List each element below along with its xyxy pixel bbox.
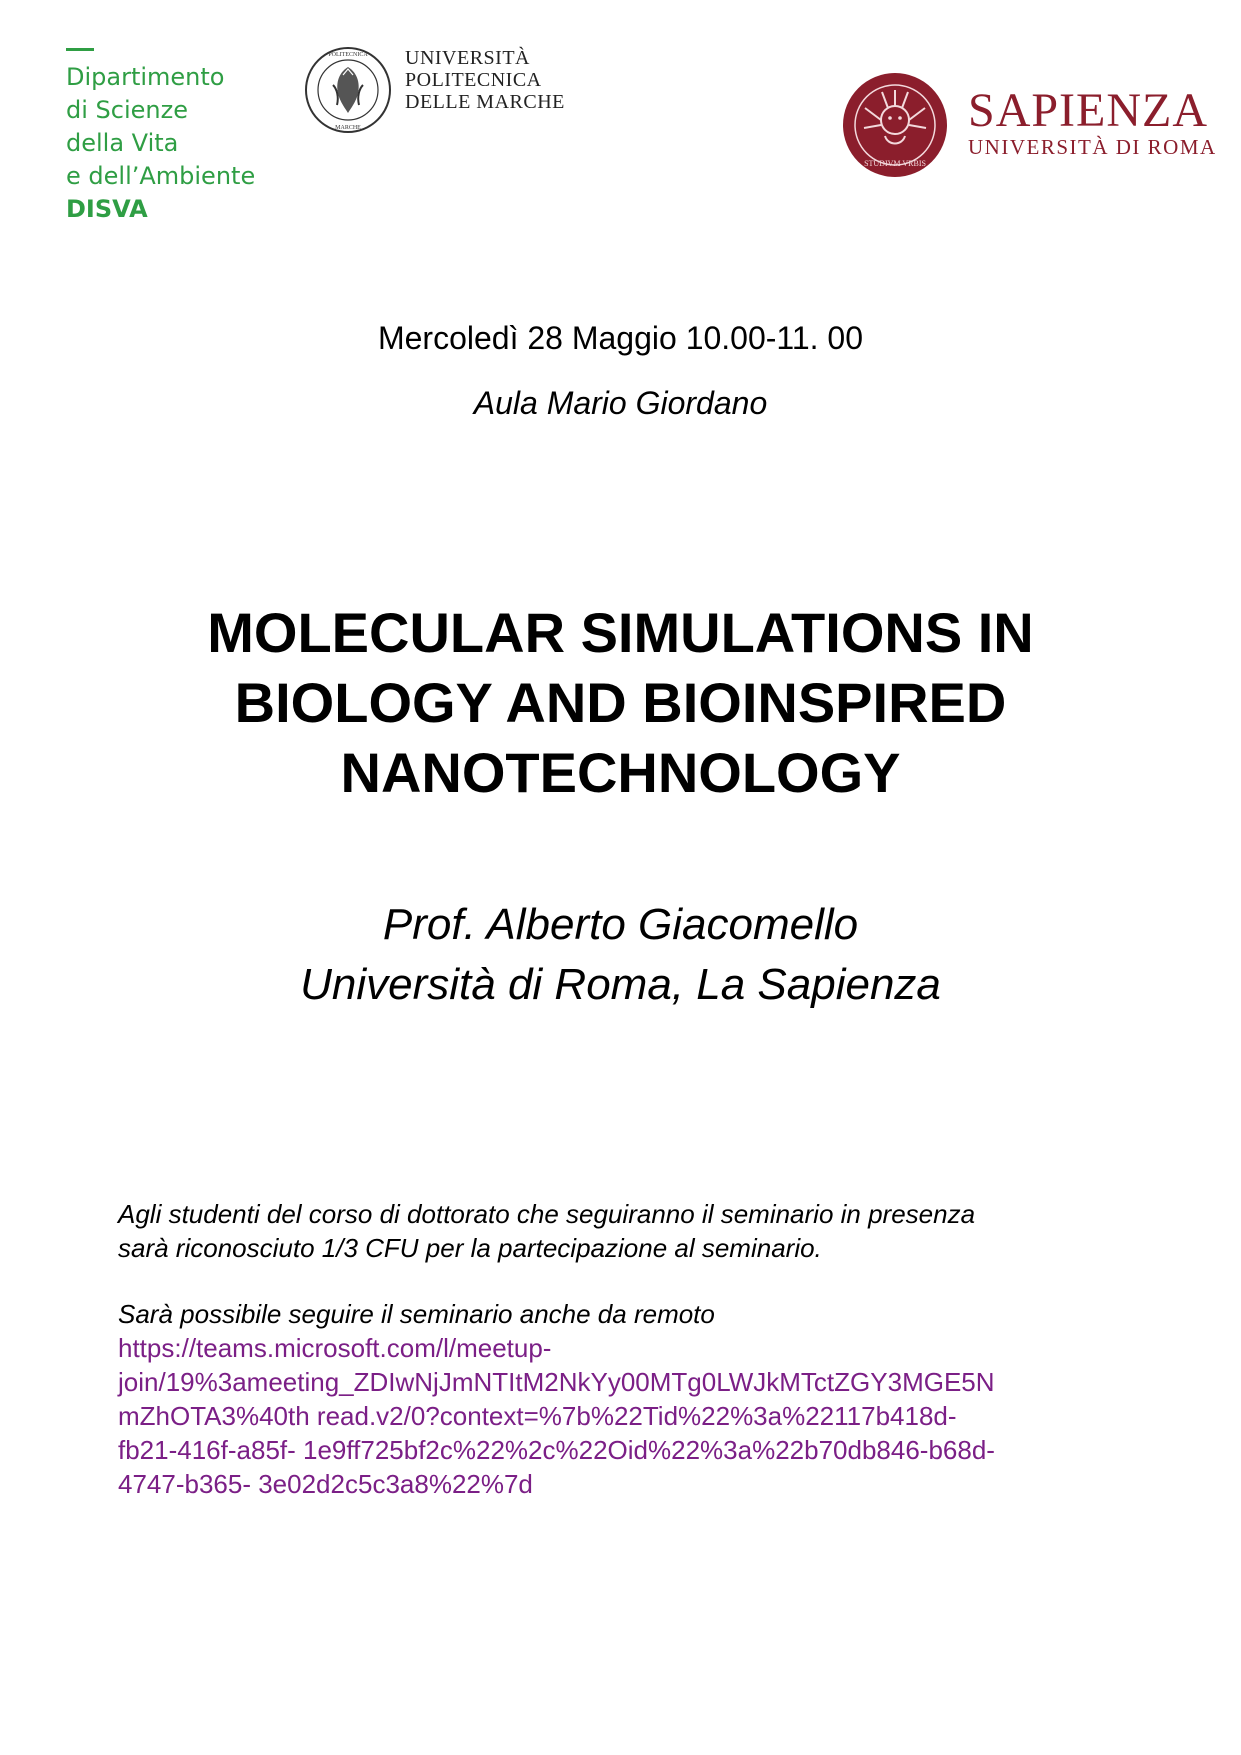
disva-line-2: di Scienze — [66, 96, 188, 124]
univpm-seal-icon — [303, 45, 393, 135]
teams-meeting-link[interactable] — [118, 1331, 1138, 1501]
speaker-affiliation: Università di Roma, La Sapienza — [300, 960, 941, 1009]
disva-line-3: della Vita — [66, 129, 179, 157]
credit-note-line-1: Agli studenti del corso di dottorato che seguiranno il seminario in presenza — [118, 1199, 976, 1229]
disva-logo-bar — [66, 48, 94, 51]
sapienza-seal-icon — [840, 70, 950, 180]
seminar-title-line-2: BIOLOGY AND BIOINSPIRED — [234, 671, 1007, 734]
univpm-line-2: POLITECNICA — [405, 69, 542, 91]
svg-text:MARCHE: MARCHE — [335, 125, 361, 131]
credit-note — [118, 1197, 1138, 1265]
link-line-2[interactable]: join/19%3ameeting_ZDIwNjJmNTItM2NkYy00MTg0LWJkMTctZGY3MGE5N — [118, 1367, 995, 1397]
univpm-line-1: UNIVERSITÀ — [405, 47, 530, 69]
event-room: Aula Mario Giordano — [473, 385, 768, 421]
sapienza-logo — [840, 65, 1217, 185]
sapienza-seal-text: STUDIVM VRBIS — [864, 159, 926, 168]
disva-logo — [66, 48, 306, 226]
univpm-logo — [303, 45, 583, 135]
link-line-4[interactable]: fb21-416f-a85f- 1e9ff725bf2c%22%2c%22Oid%22%3a%22b70db846-b68d- — [118, 1435, 995, 1465]
seminar-title-line-3: NANOTECHNOLOGY — [340, 741, 901, 804]
link-line-3[interactable]: mZhOTA3%40th read.v2/0?context=%7b%22Tid%22%3a%22117b418d- — [118, 1401, 957, 1431]
disva-acronym: DISVA — [66, 195, 148, 223]
remote-intro: Sarà possibile seguire il seminario anche da remoto — [118, 1299, 715, 1329]
link-line-1[interactable]: https://teams.microsoft.com/l/meetup- — [118, 1333, 552, 1363]
credit-note-line-2: sarà riconosciuto 1/3 CFU per la partecipazione al seminario. — [118, 1233, 822, 1263]
svg-text:POLITECNICA: POLITECNICA — [328, 52, 368, 58]
speaker-name: Prof. Alberto Giacomello — [382, 900, 859, 949]
univpm-line-3: DELLE MARCHE — [405, 91, 565, 113]
event-date-time: Mercoledì 28 Maggio 10.00-11. 00 — [377, 320, 864, 356]
sapienza-subtitle: UNIVERSITÀ DI ROMA — [968, 135, 1217, 159]
sapienza-name: SAPIENZA — [968, 84, 1209, 137]
disva-line-1: Dipartimento — [66, 63, 225, 91]
seminar-title-line-1: MOLECULAR SIMULATIONS IN — [207, 601, 1034, 664]
disva-line-4: e dell’Ambiente — [66, 162, 256, 190]
speaker-block — [0, 895, 1241, 1015]
seminar-title — [0, 598, 1241, 808]
link-line-5[interactable]: 4747-b365- 3e02d2c5c3a8%22%7d — [118, 1469, 533, 1499]
